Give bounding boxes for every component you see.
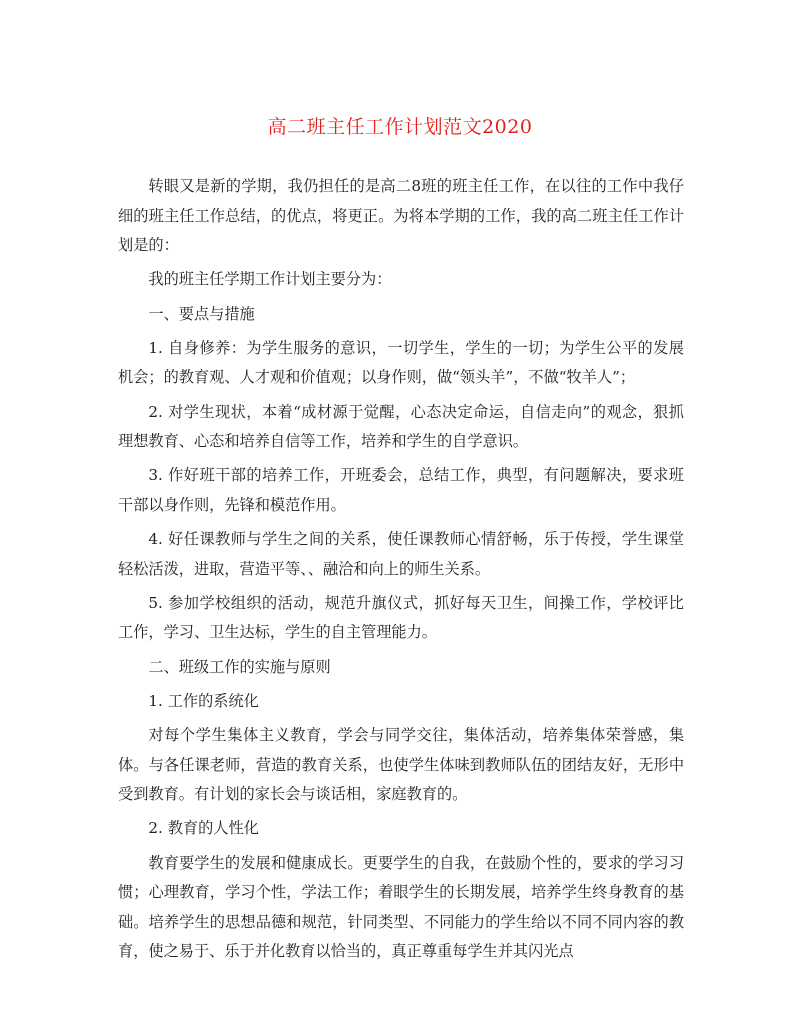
subheading-systematization: 1. 工作的系统化 <box>148 691 259 710</box>
section-heading-key-points: 一、要点与措施 <box>148 304 255 323</box>
subheading-humanization: 2. 教育的人性化 <box>148 819 259 838</box>
document-title: 高二班主任工作计划范文2020 <box>267 116 533 138</box>
paragraph-item-3: 3. 作好班干部的培养工作，开班委会，总结工作，典型，有问题解决，要求班干部以身作则，先锋和模范作用。 <box>118 466 684 514</box>
paragraph-item-1: 1. 自身修养：为学生服务的意识，一切学生，学生的一切；为学生公平的发展机会；的教育观、人才观和价值观；以身作则，做“领头羊”，不做“牧羊人”； <box>118 338 684 387</box>
paragraph-intro: 转眼又是新的学期，我仍担任的是高二8班的班主任工作，在以往的工作中我仔细的班主任工作总结，的优点，将更正。为将本学期的工作，我的高二班主任工作计划是的： <box>118 177 684 255</box>
paragraph-systematization: 对每个学生集体主义教育，学会与同学交往，集体活动，培养集体荣誉感，集体。与各任课老师，营造的教育关系，也使学生体味到教师队伍的团结友好，无形中受到教育。有计划的家长会与谈话相，家庭教育的。 <box>118 726 684 804</box>
paragraph-item-5: 5. 参加学校组织的活动，规范升旗仪式，抓好每天卫生，间操工作，学校评比工作，学习、卫生达标，学生的自主管理能力。 <box>118 593 684 642</box>
paragraph-item-4: 4. 好任课教师与学生之间的关系，使任课教师心情舒畅，乐于传授，学生课堂轻松活泼，进取，营造平等、、融洽和向上的师生关系。 <box>118 530 684 578</box>
section-heading-implementation: 二、班级工作的实施与原则 <box>148 657 331 676</box>
paragraph-plan-division: 我的班主任学期工作计划主要分为： <box>148 270 392 289</box>
document-body <box>118 172 684 972</box>
paragraph-humanization: 教育要学生的发展和健康成长。更要学生的自我，在鼓励个性的，要求的学习习惯；心理教育，学习个性，学法工作；着眼学生的长期发展，培养学生终身教育的基础。培养学生的思想品德和规范，针同类型、不同能力的学生给以不同不同内容的教育，使之易于、乐于并化教育以恰当的，真正尊重每学生并其闪光点 <box>118 853 684 961</box>
paragraph-item-2: 2. 对学生现状，本着“成材源于觉醒，心态决定命运，自信走向”的观念，狠抓理想教育、心态和培养自信等工作，培养和学生的自学意识。 <box>118 402 684 451</box>
